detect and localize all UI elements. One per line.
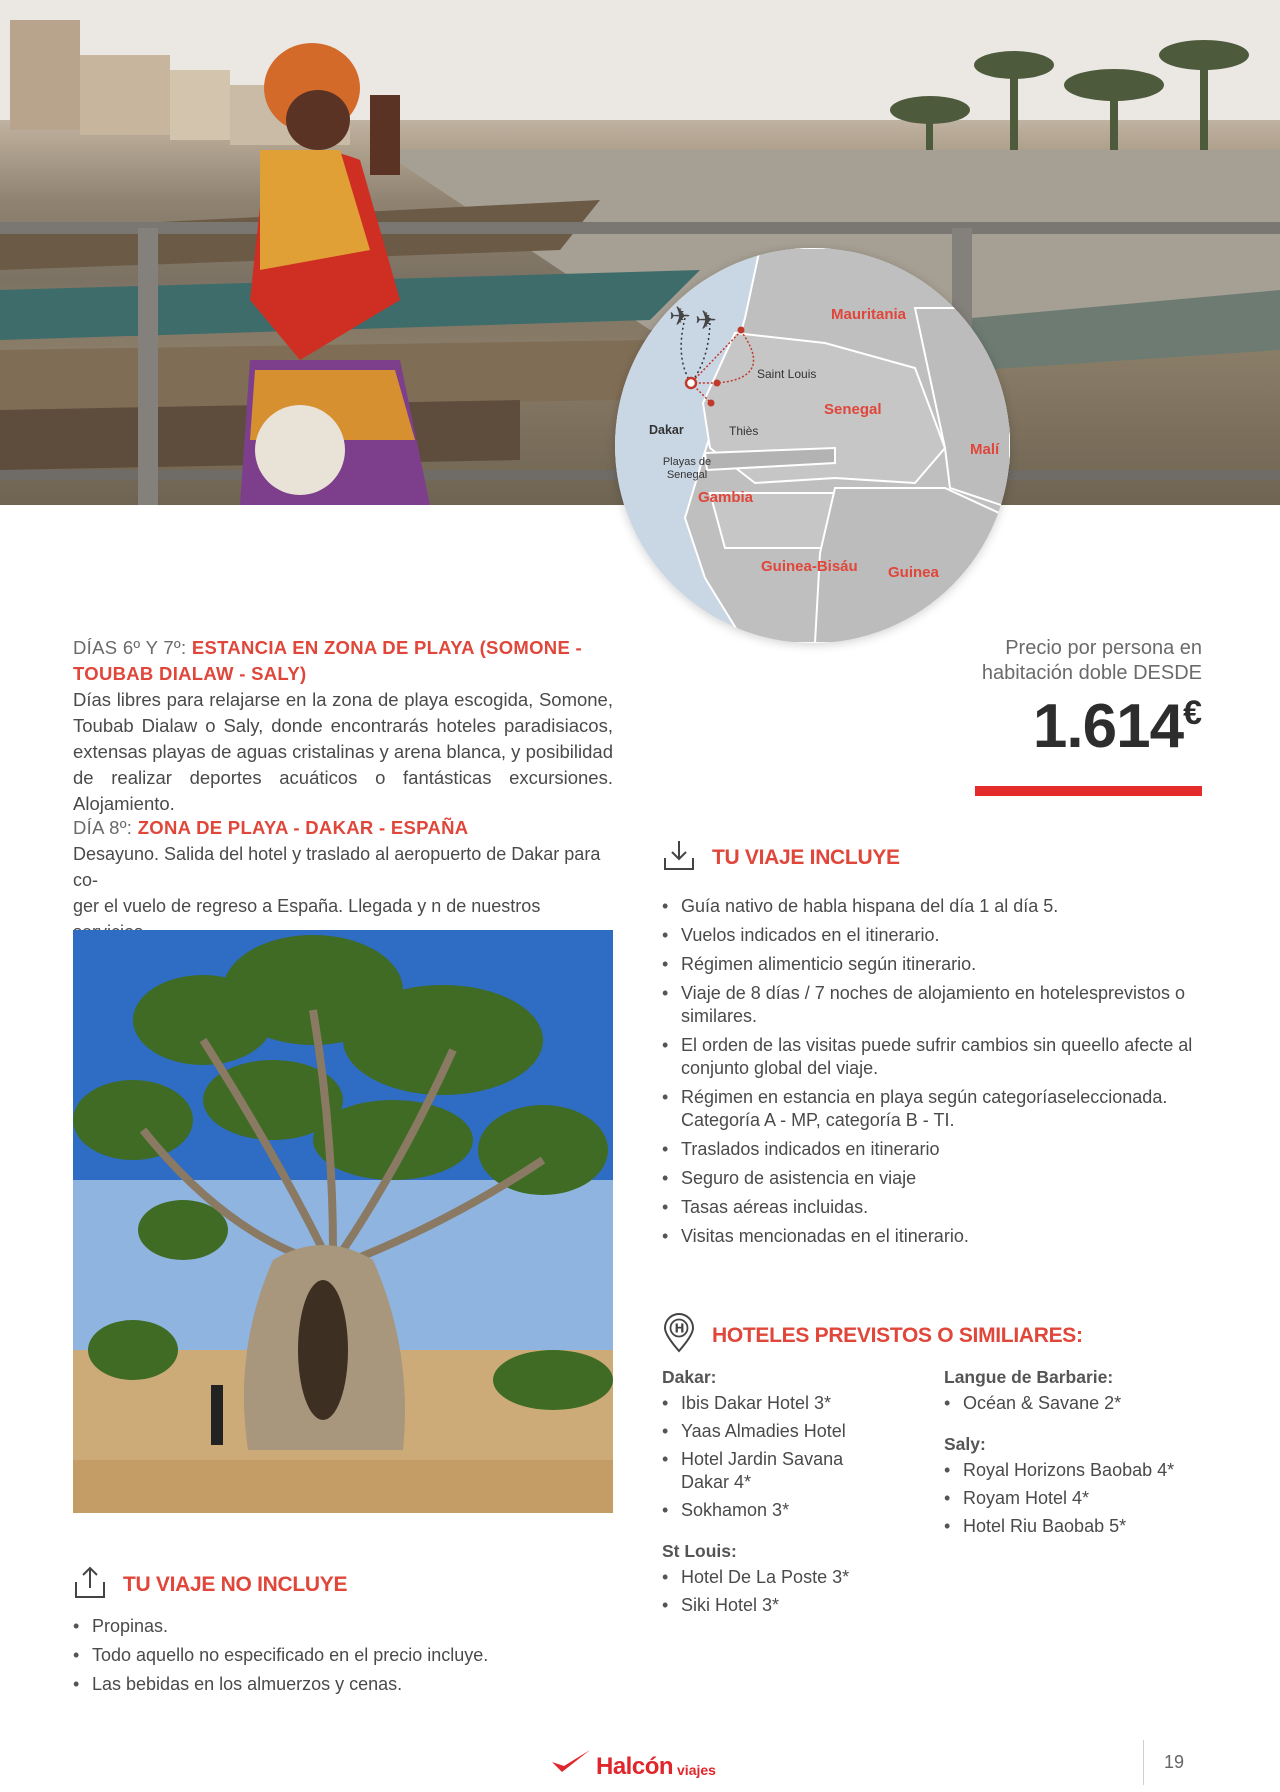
list-item: • Océan & Savane 2* — [944, 1392, 1204, 1415]
includes-header — [662, 838, 1202, 877]
includes-list — [662, 895, 1197, 1248]
baobab-photo — [73, 930, 613, 1513]
itinerary-days-6-7 — [73, 635, 613, 817]
map-label-playas-line1: Playas de — [662, 456, 712, 468]
list-item: • Sokhamon 3* — [662, 1499, 882, 1522]
map-label-dakar: Dakar — [649, 423, 684, 437]
route-map — [615, 248, 1010, 643]
hotel-city-saly: Saly: — [944, 1434, 986, 1454]
hotels-section — [662, 1313, 1202, 1370]
hotel-list-stlouis — [662, 1566, 922, 1617]
list-item: • Royal Horizons Baobab 4* — [944, 1459, 1204, 1482]
excludes-title: TU VIAJE NO INCLUYE — [123, 1572, 348, 1596]
hotels-title: HOTELES PREVISTOS O SIMILIARES: — [712, 1323, 1083, 1347]
list-item: • Tasas aéreas incluidas. — [662, 1196, 1197, 1219]
list-item: • Viaje de 8 días / 7 noches de alojamiento en hotelesprevistos o similares. — [662, 982, 1197, 1028]
list-item: • Hotel De La Poste 3* — [662, 1566, 922, 1589]
hotel-city-dakar: Dakar: — [662, 1367, 717, 1387]
baobab-photo-illustration — [73, 930, 613, 1513]
list-item: • Siki Hotel 3* — [662, 1594, 922, 1617]
city-marker — [708, 400, 715, 407]
price-underline — [975, 786, 1202, 796]
day-8-text-line1: Desayuno. Salida del hotel y traslado al aeropuerto de Dakar para co- — [73, 844, 601, 890]
map-label-guinea-bissau: Guinea-Bisáu — [761, 558, 858, 575]
brand-suffix: viajes — [677, 1762, 716, 1778]
day-8-label: DÍA 8º: — [73, 817, 133, 838]
map-label-senegal: Senegal — [824, 401, 882, 418]
day-8-text-line2: ger el vuelo de regreso a España. Llegada y n de nuestros — [73, 896, 541, 916]
days-6-7-title-line2: TOUBAB DIALAW - SALY) — [73, 663, 307, 684]
price-amount: 1.614 — [1032, 692, 1184, 761]
list-item: • El orden de las visitas puede sufrir cambios sin queello afecte al conjunto global del viaje. — [662, 1034, 1197, 1080]
hotel-list-langue — [944, 1392, 1204, 1415]
days-6-7-description: Días libres para relajarse en la zona de playa escogida, Somone, Toubab Dialaw o Saly, donde encontrarás hoteles paradisiacos, extensas playas de aguas cristalinas y arena blanca, y posibilidad de realizar deportes acuáticos o fantásticas excursiones. Alojamiento. — [73, 689, 613, 814]
days-6-7-title-line1: ESTANCIA EN ZONA DE PLAYA (SOMONE - — [191, 637, 582, 658]
brand-logo — [550, 1748, 716, 1781]
list-item: • Hotel Jardin Savana Dakar 4* — [662, 1448, 882, 1494]
hotels-col-right — [944, 1366, 1204, 1543]
day-8-heading — [73, 815, 618, 841]
list-item: • Traslados indicados en itinerario — [662, 1138, 1197, 1161]
hotels-header — [662, 1313, 1202, 1358]
upload-icon — [73, 1564, 107, 1605]
days-6-7-label: DÍAS 6º Y 7º: — [73, 637, 187, 658]
excludes-header — [73, 1564, 613, 1605]
hotels-col-left — [662, 1366, 922, 1622]
hotel-city-stlouis: St Louis: — [662, 1541, 737, 1561]
map-label-mali: Malí — [970, 441, 1000, 458]
price-caption-line1: Precio por persona en — [1005, 637, 1202, 659]
list-item: • Yaas Almadies Hotel — [662, 1420, 882, 1443]
list-item: • Régimen alimenticio según itinerario. — [662, 953, 1197, 976]
list-item: • Régimen en estancia en playa según categoríaseleccionada. Categoría A - MP, categoría B - TI. — [662, 1086, 1197, 1132]
download-icon — [662, 838, 696, 877]
price-currency: € — [1183, 694, 1202, 732]
list-item: • Las bebidas en los almuerzos y cenas. — [73, 1673, 613, 1696]
map-label-mauritania: Mauritania — [831, 306, 907, 323]
hotel-list-saly — [944, 1459, 1204, 1538]
hotel-pin-icon — [662, 1313, 696, 1358]
map-label-guinea: Guinea — [888, 564, 939, 581]
days-6-7-heading — [73, 635, 613, 687]
excludes-section — [73, 1564, 613, 1702]
price-block — [900, 636, 1202, 796]
page-number-box — [1143, 1740, 1204, 1785]
price-value — [900, 692, 1202, 778]
includes-title: TU VIAJE INCLUYE — [712, 845, 900, 869]
list-item: • Propinas. — [73, 1615, 613, 1638]
list-item: • Hotel Riu Baobab 5* — [944, 1515, 1204, 1538]
day-8-title: ZONA DE PLAYA - DAKAR - ESPAÑA — [137, 817, 469, 838]
includes-section — [662, 838, 1202, 1254]
svg-text:H: H — [674, 1321, 685, 1336]
list-item: • Royam Hotel 4* — [944, 1487, 1204, 1510]
hotel-city-langue: Langue de Barbarie: — [944, 1367, 1114, 1387]
itinerary-day-8 — [73, 815, 618, 945]
map-label-playas-line2: Senegal — [666, 469, 708, 481]
brand-name: Halcón — [596, 1753, 674, 1780]
excludes-list — [73, 1615, 613, 1696]
city-marker — [714, 380, 721, 387]
price-caption-line2: habitación doble DESDE — [981, 662, 1202, 684]
list-item: • Ibis Dakar Hotel 3* — [662, 1392, 882, 1415]
list-item: • Guía nativo de habla hispana del día 1 al día 5. — [662, 895, 1197, 918]
map-label-saint-louis: Saint Louis — [757, 367, 817, 381]
list-item: • Visitas mencionadas en el itinerario. — [662, 1225, 1197, 1248]
list-item: • Seguro de asistencia en viaje — [662, 1167, 1197, 1190]
city-marker — [738, 327, 745, 334]
route-map-svg — [615, 248, 1010, 643]
plane-icon: ✈ — [695, 306, 717, 336]
city-marker — [686, 378, 696, 388]
hotel-list-dakar — [662, 1392, 882, 1522]
map-label-gambia: Gambia — [698, 489, 754, 506]
map-label-playas — [657, 456, 717, 482]
map-label-thies: Thiès — [729, 424, 759, 438]
page-number: 19 — [1163, 1752, 1185, 1772]
plane-icon: ✈ — [669, 302, 691, 332]
halcon-swoosh-icon — [550, 1748, 592, 1781]
list-item: • Todo aquello no especificado en el precio incluye. — [73, 1644, 613, 1667]
list-item: • Vuelos indicados en el itinerario. — [662, 924, 1197, 947]
